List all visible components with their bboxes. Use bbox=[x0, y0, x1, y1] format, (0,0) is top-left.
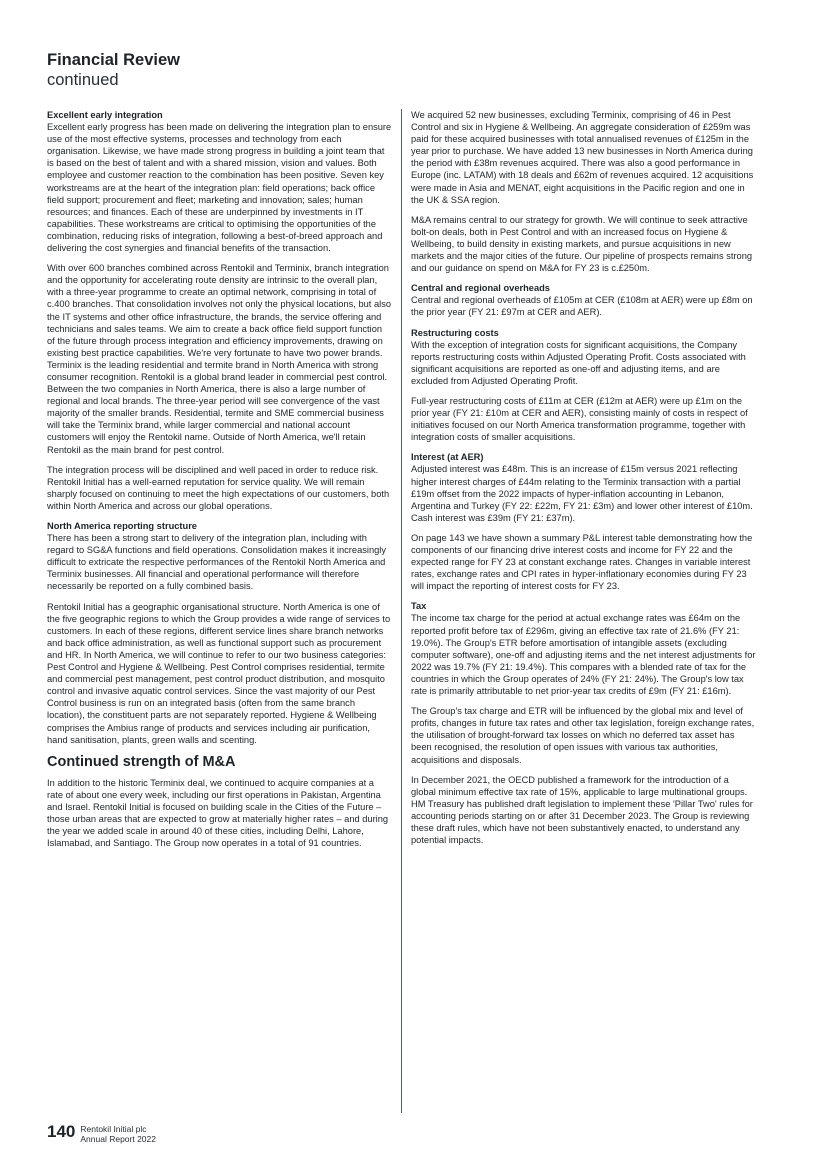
paragraph: Excellent early progress has been made on delivering the integration plan to ensure use of the most effective systems, processes and technology from each organisation. Likewise, we have made strong progress in building a joint team that is based on the best of talent and with a shared mission, vision and values. Both employee and customer reaction to the combination has been positive. Seven key workstreams are at the heart of the integration plan: field operations; back office field support; procurement and fleet; marketing and innovation; sales; human resources; and finances. Each of these are underpinned by investments in IT capabilities. These workstreams are critical to optimising the opportunities of the combination, reducing risks of integration, following a best-of-breed approach and delivering the cost synergies and financial benefits of the transaction. bbox=[47, 122, 392, 254]
paragraph: The Group's tax charge and ETR will be influenced by the global mix and level of profits, changes in future tax rates and other tax legislation, foreign exchange rates, the utilisation of brought-forward tax losses on which no deferred tax asset has been recognised, the resolution of open issues with various tax authorities, acquisitions and disposals. bbox=[411, 706, 755, 765]
page-title: Financial Review bbox=[47, 51, 180, 69]
right-column bbox=[411, 109, 756, 854]
paragraph: We acquired 52 new businesses, excluding Terminix, comprising of 46 in Pest Control and six in Hygiene & Wellbeing. An aggregate consideration of £259m was paid for these acquired businesses with total annualised revenues of £125m in the year prior to purchase. We have added 13 new businesses in North America during the period with £38m revenues acquired. There was also a good performance in Europe (inc. LATAM) with 18 deals and £62m of revenues acquired. 12 acquisitions were made in Asia and MENAT, eight acquisitions in the Pacific region and one in the UK & SSA region. bbox=[411, 110, 754, 205]
page-footer bbox=[47, 1122, 156, 1144]
section-heading-restructuring: Restructuring costs bbox=[411, 327, 499, 338]
page-subtitle: continued bbox=[47, 71, 119, 89]
section-heading-integration: Excellent early integration bbox=[47, 110, 163, 120]
paragraph: The income tax charge for the period at actual exchange rates was £64m on the reported profit before tax of £296m, giving an effective tax rate of 21.6% (FY 21: 19.0%). The Group's ETR before amortisation of intangible assets (excluding computer software), one-off and adjusting items and the net interest adjustments for 2022 was 19.7% (FY 21: 19.4%). This compares with a blended rate of tax for the countries in which the Group operates of 24% (FY 21: 24%). The Group's low tax rate is primarily attributable to net prior-year tax credits of £9m (FY 21: £16m). bbox=[411, 613, 756, 697]
section-heading-ma: Continued strength of M&A bbox=[47, 753, 236, 770]
section-heading-overheads: Central and regional overheads bbox=[411, 283, 550, 294]
paragraph: The integration process will be disciplined and well paced in order to reduce risk. Rentokil Initial has a well-earned reputation for service quality. We will remain sharply focused on continuing to meet the high expectations of our customers, both within North America and across our global operations. bbox=[47, 464, 390, 511]
paragraph: Central and regional overheads of £105m at CER (£108m at AER) were up £8m on the prior year (FY 21: £97m at CER and AER). bbox=[411, 295, 753, 318]
paragraph: M&A remains central to our strategy for growth. We will continue to seek attractive bolt-on deals, both in Pest Control and with an increased focus on Hygiene & Wellbeing, to build density in existing markets, and pursue acquisitions in new markets and the major cities of the future. Our pipeline of prospects remains strong and our guidance on spend on M&A for FY 23 is c.£250m. bbox=[411, 214, 753, 274]
paragraph: With over 600 branches combined across Rentokil and Terminix, branch integration and the opportunity for accelerating route density are intrinsic to the overall plan, with a three-year programme to create an optimal network, comprising in total of c.400 branches. That consolidation involves not only the physical locations, but also the IT systems and other office infrastructure, the brands, the service offering and technicians and sales teams. We aim to create a back office field support function of the future through process integration and efficiency improvements, drawing on existing best practice capabilities. We're very fortunate to have two power brands. Terminix is the leading residential and termite brand in North America with strong consumer recognition. Rentokil is a global brand leader in commercial pest control. Between the two companies in North America, there is also a large number of regional and local brands. The three-year period will see convergence of the vast majority of the smaller brands. Residential, termite and SME commercial business will take the Terminix brand, while larger commercial and national account customers will enjoy the Rentokil name. Outside of North America, we'll retain Rentokil as the main brand for pest control. bbox=[47, 263, 392, 455]
section-heading-interest: Interest (at AER) bbox=[411, 452, 484, 463]
paragraph: There has been a strong start to delivery of the integration plan, including with regard to SG&A functions and field operations. Consolidation makes it increasingly difficult to extricate the respective performances of the Rentokil North America and Terminix businesses. All financial and operational performance will therefore necessarily be reported on a fully combined basis. bbox=[47, 533, 387, 592]
paragraph: On page 143 we have shown a summary P&L interest table demonstrating how the components of our financing drive interest costs and income for FY 22 and the expected range for FY 23 at constant exchange rates. Changes in variable interest rates, exchange rates and CPI rates in hyper-inflationary economies during FY 23 will impact the reporting of interest costs for FY 23. bbox=[411, 532, 753, 592]
paragraph: Full-year restructuring costs of £11m at CER (£12m at AER) were up £1m on the prior year (FY 21: £10m at CER and AER), consisting mainly of costs in respect of initiatives focused on our North America transformation programme, together with integration costs of smaller acquisitions. bbox=[411, 395, 748, 443]
paragraph: In December 2021, the OECD published a framework for the introduction of a global minimum effective tax rate of 15%, applicable to large multinational groups. HM Treasury has published draft legislation to implement these 'Pillar Two' rules for accounting periods starting on or after 31 December 2023. The Group is reviewing these draft rules, which have not been substantively enacted, to understand any potential impacts. bbox=[411, 774, 753, 846]
paragraph: In addition to the historic Terminix deal, we continued to acquire companies at a rate of about one every week, including our first operations in Pakistan, Argentina and Israel. Rentokil Initial is focused on building scale in the Cities of the Future – those urban areas that are expected to grow at materially higher rates – and during the year we added scale in around 40 of these cities, including Delhi, Lahore, Islamabad, and Santiago. The Group now operates in a total of 91 countries. bbox=[47, 777, 389, 849]
footer-report: Annual Report 2022 bbox=[80, 1134, 156, 1144]
section-heading-tax: Tax bbox=[411, 601, 427, 612]
paragraph: Adjusted interest was £48m. This is an increase of £15m versus 2021 reflecting higher interest charges of £44m relating to the Terminix transaction with a partial £19m offset from the 2022 impacts of hyper-inflation accounting in Lebanon, Argentina and Turkey (FY 22: £22m, FY 21: £3m) and lower other interest of £10m. Cash interest was £39m (FY 21: £37m). bbox=[411, 464, 753, 523]
section-heading-north-america: North America reporting structure bbox=[47, 521, 197, 531]
footer-company: Rentokil Initial plc bbox=[80, 1124, 147, 1134]
page-header bbox=[47, 50, 180, 90]
paragraph: Rentokil Initial has a geographic organisational structure. North America is one of the five geographic regions to which the Group provides a wide range of services to customers. In each of these regions, different service lines share branch networks and back office administration, as well as functional support such as procurement and HR. In North America, we will continue to refer to our two business categories: Pest Control and Hygiene & Wellbeing. Pest Control comprises residential, termite and commercial pest management, pest control product distribution, and mosquito control and invasive aquatic control services. Since the vast majority of our Pest Control business is run on an integrated basis (often from the same branch location), the constituent parts are not separately reported. Hygiene & Wellbeing comprises the Ambius range of products and services including air purification, hand sanitisation, plants, green walls and scenting. bbox=[47, 601, 391, 745]
paragraph: With the exception of integration costs for significant acquisitions, the Company reports restructuring costs within Adjusted Operating Profit. Costs associated with significant acquisitions are reported as one-off and adjusting items, and are excluded from Adjusted Operating Profit. bbox=[411, 339, 746, 386]
left-column bbox=[47, 109, 392, 857]
footer-text bbox=[80, 1122, 156, 1144]
page-number: 140 bbox=[47, 1122, 76, 1141]
column-divider bbox=[401, 109, 402, 1113]
